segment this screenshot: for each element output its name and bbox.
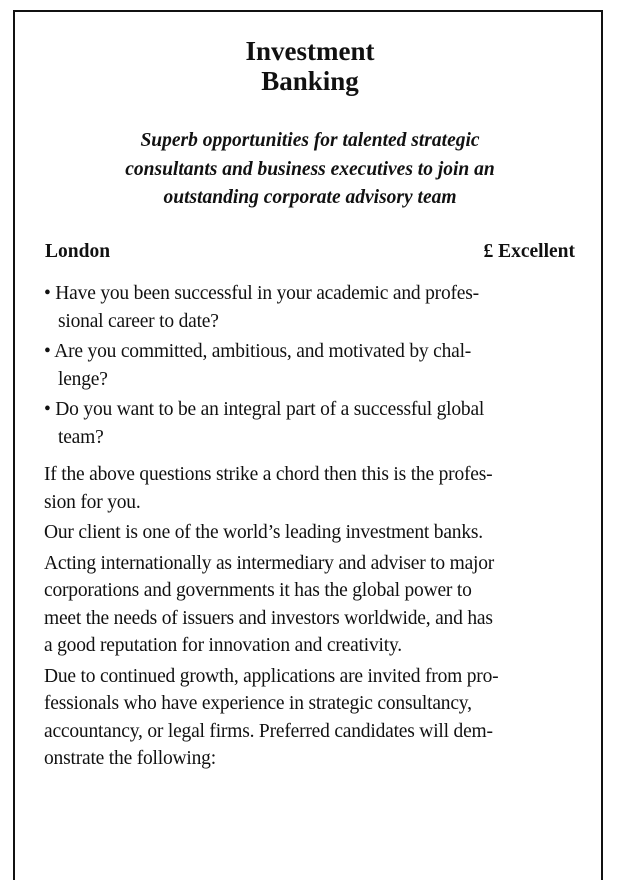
paragraph-line: Due to continued growth, applications are invited from pro- — [44, 665, 499, 687]
paragraph — [44, 550, 578, 660]
bullet-line: sional career to date? — [58, 310, 219, 332]
bullet-line: team? — [58, 426, 104, 448]
paragraph-line: onstrate the following: — [44, 748, 216, 769]
subtitle-line: consultants and business executives to join an — [125, 158, 495, 180]
bullet-item — [44, 338, 578, 393]
bullet-item — [44, 280, 578, 335]
paragraph-line: Our client is one of the world’s leading investment banks. — [44, 522, 483, 543]
paragraph-line: sion for you. — [44, 491, 141, 513]
bullet-line: • Do you want to be an integral part of a successful global — [44, 399, 485, 420]
paragraph-line: meet the needs of issuers and investors worldwide, and has — [44, 607, 493, 629]
advert-title — [0, 36, 620, 96]
paragraph — [44, 519, 578, 547]
paragraph-line: If the above questions strike a chord then this is the profes- — [44, 464, 493, 485]
body-paragraphs — [44, 461, 578, 776]
subtitle-line: outstanding corporate advisory team — [163, 187, 457, 208]
paragraph-line: corporations and governments it has the global power to — [44, 580, 472, 601]
bullet-line: • Have you been successful in your academic and profes- — [44, 283, 479, 304]
bullet-line: lenge? — [58, 368, 108, 390]
bullet-item — [44, 396, 578, 451]
subtitle-line: Superb opportunities for talented strategic — [140, 130, 480, 151]
paragraph — [44, 663, 578, 773]
bullet-line: • Are you committed, ambitious, and motivated by chal- — [44, 341, 472, 362]
paragraph-line: Acting internationally as intermediary and adviser to major — [44, 552, 495, 574]
bullet-list — [44, 280, 578, 454]
location-label: London — [45, 241, 111, 262]
title-line: Investment — [245, 36, 375, 66]
title-line: Banking — [261, 66, 359, 96]
advert-subtitle — [0, 127, 620, 213]
paragraph-line: fessionals who have experience in strategic consultancy, — [44, 693, 472, 714]
paragraph-line: accountancy, or legal firms. Preferred candidates will dem- — [44, 720, 493, 742]
salary-label: £ Excellent — [483, 241, 575, 262]
location-salary-row — [45, 240, 575, 264]
paragraph — [44, 461, 578, 516]
paragraph-line: a good reputation for innovation and creativity. — [44, 635, 402, 656]
